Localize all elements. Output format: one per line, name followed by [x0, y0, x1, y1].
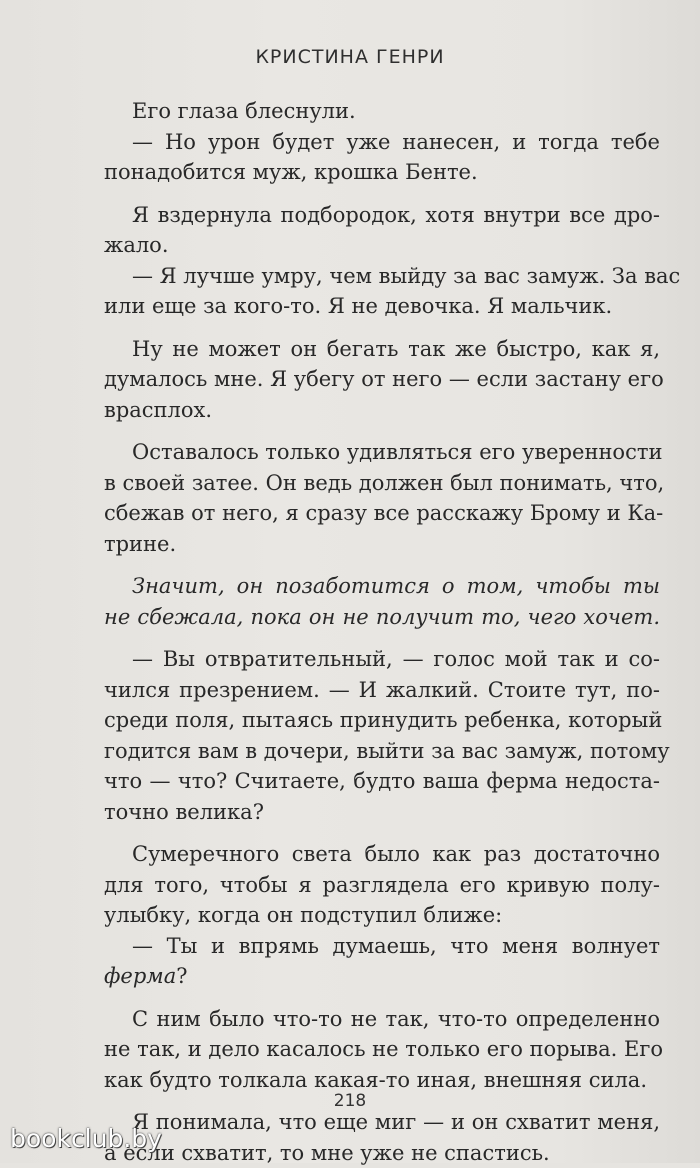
text-line: Я вздернула подбородок, хотя внутри все дро-: [104, 200, 660, 231]
text-line: годится вам в дочери, выйти за вас замуж, потому: [104, 736, 660, 767]
text-line: Ну не может он бегать так же быстро, как я,: [104, 334, 660, 365]
text-line: чился презрением. — И жалкий. Стоите тут, по-: [104, 675, 660, 706]
text-line: жало.: [104, 230, 660, 261]
text-line: в своей затее. Он ведь должен был понимать, что,: [104, 468, 660, 499]
text-line: Сумеречного света было как раз достаточно: [104, 839, 660, 870]
running-head-author: КРИСТИНА ГЕНРИ: [0, 46, 700, 68]
text-line: или еще за кого-то. Я не девочка. Я мальчик.: [104, 291, 660, 322]
watermark-logo: bookclub.by: [10, 1124, 162, 1153]
text-line: среди поля, пытаясь принудить ребенка, который: [104, 705, 660, 736]
text-line: Его глаза блеснули.: [104, 96, 660, 127]
body-text: [104, 96, 660, 1168]
text-line-italic: Значит, он позаботится о том, чтобы ты: [104, 571, 660, 602]
text-line: — Вы отвратительный, — голос мой так и со-: [104, 644, 660, 675]
text-line-italic: не сбежала, пока он не получит то, чего хочет.: [104, 602, 660, 633]
text-line: что — что? Считаете, будто ваша ферма недоста-: [104, 766, 660, 797]
text-line-mixed: [104, 961, 660, 992]
text-line: врасплох.: [104, 395, 660, 426]
text-line: как будто толкала какая-то иная, внешняя сила.: [104, 1065, 660, 1096]
text-line: — Но урон будет уже нанесен, и тогда тебе: [104, 127, 660, 158]
text-line: улыбку, когда он подступил ближе:: [104, 900, 660, 931]
italic-word: ферма: [104, 964, 176, 988]
text-line: сбежав от него, я сразу все расскажу Брому и Ка-: [104, 498, 660, 529]
text-line: — Ты и впрямь думаешь, что меня волнует: [104, 931, 660, 962]
text-line: а если схватит, то мне уже не спастись.: [104, 1138, 660, 1168]
text-line: — Я лучше умру, чем выйду за вас замуж. За вас: [104, 261, 660, 292]
text-line: думалось мне. Я убегу от него — если застану его: [104, 364, 660, 395]
text-line: С ним было что-то не так, что-то определенно: [104, 1004, 660, 1035]
text-line: Я понимала, что еще миг — и он схватит меня,: [104, 1107, 660, 1138]
text-line: для того, чтобы я разглядела его кривую полу-: [104, 870, 660, 901]
punctuation: ?: [176, 964, 187, 988]
page-number: 218: [0, 1091, 700, 1111]
text-line: Оставалось только удивляться его уверенности: [104, 437, 660, 468]
text-line: трине.: [104, 529, 660, 560]
text-line: не так, и дело касалось не только его порыва. Его: [104, 1034, 660, 1065]
text-line: точно велика?: [104, 797, 660, 828]
text-line: понадобится муж, крошка Бенте.: [104, 157, 660, 188]
